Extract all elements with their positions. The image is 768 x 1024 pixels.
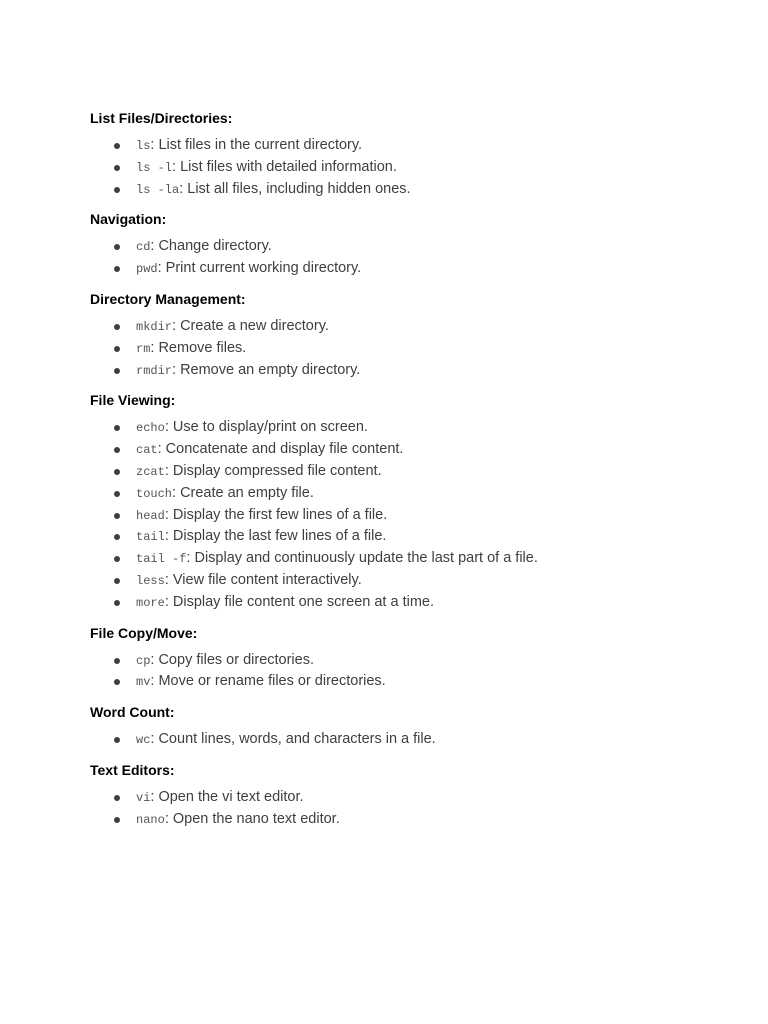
command-description: : Create a new directory. — [172, 317, 329, 334]
command-code: rmdir — [136, 363, 173, 378]
list-item — [90, 505, 750, 527]
section-text-editors — [90, 761, 750, 831]
list-item — [90, 729, 750, 751]
command-code: tail — [136, 530, 165, 545]
section-title: Word Count: — [90, 704, 175, 721]
command-code: cp — [136, 653, 151, 668]
command-code: vi — [136, 790, 151, 805]
command-description: : Move or rename files or directories. — [150, 673, 386, 690]
section-title: Directory Management: — [90, 290, 246, 307]
list-item — [90, 135, 750, 157]
command-code: mkdir — [136, 319, 173, 334]
list-item — [90, 157, 750, 179]
bullet-icon — [114, 368, 120, 374]
command-code: touch — [136, 486, 173, 501]
command-list — [90, 316, 750, 381]
bullet-icon — [114, 469, 120, 475]
bullet-icon — [114, 187, 120, 193]
command-description: : Display and continuously update the last part of a file. — [186, 550, 538, 567]
command-description: : Display file content one screen at a time. — [164, 593, 435, 610]
section-list-files — [90, 109, 750, 200]
command-description: : Concatenate and display file content. — [157, 441, 404, 458]
section-title: File Viewing: — [90, 392, 176, 409]
bullet-icon — [114, 795, 120, 801]
section-navigation — [90, 210, 750, 280]
list-item — [90, 526, 750, 548]
list-item — [90, 592, 750, 614]
list-item — [90, 548, 750, 570]
command-code: ls -l — [136, 160, 173, 175]
command-description: : Change directory. — [150, 238, 272, 255]
section-title: List Files/Directories: — [90, 110, 233, 126]
bullet-icon — [114, 447, 120, 453]
command-code: echo — [136, 421, 165, 436]
command-description: : Remove files. — [150, 339, 247, 356]
section-directory-management — [90, 290, 750, 381]
command-code: wc — [136, 733, 151, 748]
list-item — [90, 236, 750, 258]
list-item — [90, 417, 750, 439]
command-list — [90, 650, 750, 694]
command-code: more — [136, 595, 165, 610]
list-item — [90, 360, 750, 382]
section-title: Text Editors: — [90, 761, 175, 778]
bullet-icon — [114, 244, 120, 250]
bullet-icon — [114, 578, 120, 584]
bullet-icon — [114, 324, 120, 330]
list-item — [90, 483, 750, 505]
list-item — [90, 671, 750, 693]
bullet-icon — [114, 266, 120, 272]
section-file-viewing — [90, 391, 750, 613]
list-item — [90, 179, 750, 201]
list-item — [90, 258, 750, 280]
command-code: tail -f — [136, 552, 187, 567]
list-item — [90, 461, 750, 483]
command-list — [90, 417, 750, 613]
list-item — [90, 439, 750, 461]
command-code: rm — [136, 341, 151, 356]
bullet-icon — [114, 165, 120, 171]
command-description: : Display the last few lines of a file. — [164, 528, 387, 545]
list-item — [90, 787, 750, 809]
command-code: ls — [136, 139, 151, 153]
section-word-count — [90, 703, 750, 751]
command-code: zcat — [136, 464, 165, 479]
command-code: pwd — [136, 262, 158, 277]
command-code: head — [136, 508, 165, 523]
command-description: : List files in the current directory. — [150, 137, 363, 153]
bullet-icon — [114, 346, 120, 352]
bullet-icon — [114, 817, 120, 823]
command-code: cd — [136, 240, 151, 255]
command-description: : Create an empty file. — [172, 484, 314, 501]
command-list — [90, 729, 750, 751]
command-description: : View file content interactively. — [164, 571, 362, 588]
list-item — [90, 650, 750, 672]
bullet-icon — [114, 679, 120, 685]
bullet-icon — [114, 425, 120, 431]
command-code: cat — [136, 443, 158, 458]
bullet-icon — [114, 737, 120, 743]
command-code: ls -la — [136, 182, 180, 197]
command-description: : Display compressed file content. — [164, 462, 382, 479]
command-description: : List files with detailed information. — [172, 158, 397, 175]
command-description: : Use to display/print on screen. — [164, 419, 368, 436]
bullet-icon — [114, 658, 120, 664]
list-item — [90, 316, 750, 338]
command-code: nano — [136, 812, 165, 827]
command-description: : List all files, including hidden ones. — [179, 180, 411, 197]
bullet-icon — [114, 556, 120, 562]
bullet-icon — [114, 534, 120, 540]
bullet-icon — [114, 491, 120, 497]
command-description: : Open the vi text editor. — [150, 788, 304, 805]
command-description: : Copy files or directories. — [150, 651, 314, 668]
section-title: Navigation: — [90, 211, 167, 228]
list-item — [90, 338, 750, 360]
command-code: less — [136, 573, 165, 588]
command-list — [90, 787, 750, 831]
command-list — [90, 236, 750, 280]
bullet-icon — [114, 600, 120, 606]
section-file-copy-move — [90, 624, 750, 694]
list-item — [90, 570, 750, 592]
command-description: : Display the first few lines of a file. — [164, 506, 388, 523]
command-description: : Open the nano text editor. — [164, 810, 340, 827]
command-description: : Count lines, words, and characters in a file. — [150, 731, 436, 748]
command-description: : Remove an empty directory. — [172, 361, 361, 378]
list-item — [90, 809, 750, 831]
bullet-icon — [114, 513, 120, 519]
command-description: : Print current working directory. — [157, 260, 362, 277]
bullet-icon — [114, 143, 120, 149]
document-body — [90, 109, 750, 841]
command-list — [90, 135, 750, 200]
section-title: File Copy/Move: — [90, 624, 198, 641]
command-code: mv — [136, 675, 151, 690]
